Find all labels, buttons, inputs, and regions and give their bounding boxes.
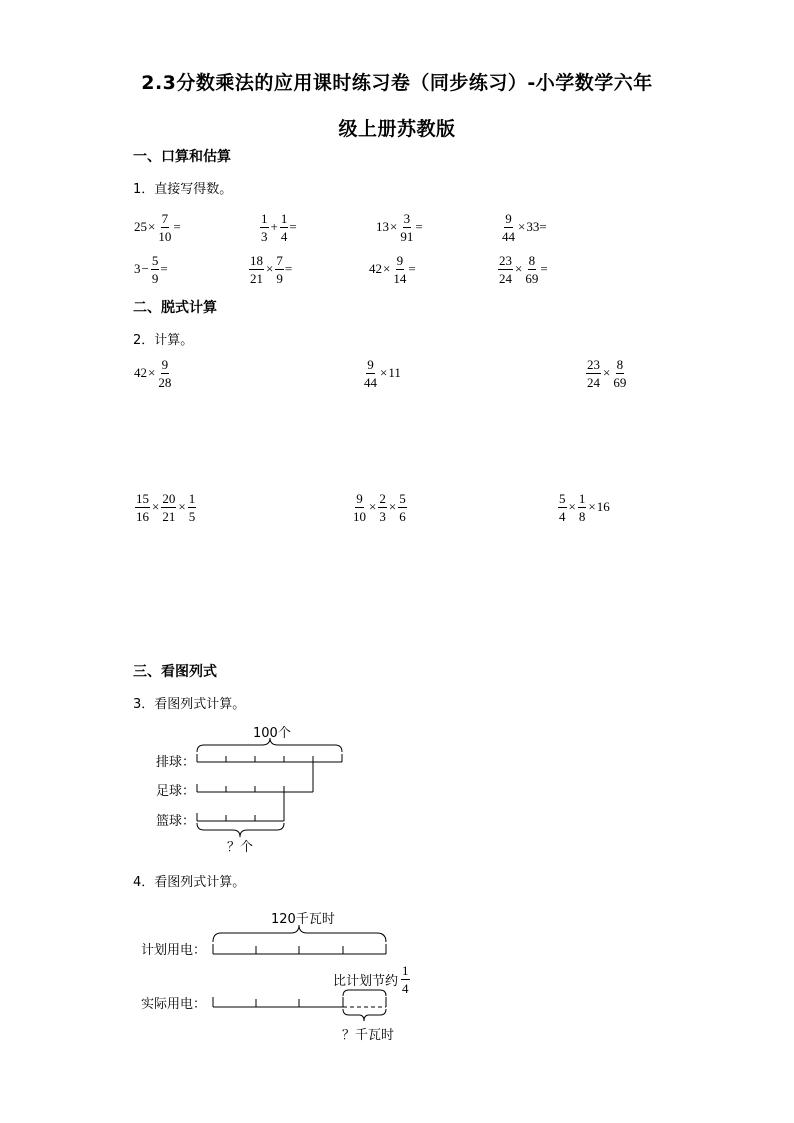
integer: 3 [134,261,141,276]
operator: × [568,499,576,514]
denominator: 5 [188,508,196,524]
numerator: 1 [578,490,586,506]
denominator: 4 [559,508,566,524]
operator: × [383,261,391,276]
denominator: 69 [525,270,539,286]
equals: = [173,219,181,234]
operator: × [603,365,611,380]
numerator: 9 [356,490,363,506]
denominator: 24 [587,374,600,390]
numerator: 5 [151,252,159,268]
denominator: 28 [158,374,172,390]
operator: × [388,499,397,514]
numerator: 5 [399,490,406,506]
denominator: 24 [499,270,512,286]
equals: = [415,219,423,234]
operator: × [266,261,274,276]
numerator: 9 [161,356,169,372]
operator: × [515,261,523,276]
numerator: 1 [188,490,196,506]
integer: 42 [369,261,382,276]
diagram4-unknown-label: ？千瓦时 [342,1028,395,1043]
denominator: 9 [151,270,159,286]
equals: = [160,261,168,276]
denominator: 8 [578,508,586,524]
total-brace [213,925,386,942]
savings-brace [343,990,386,996]
section-heading-1: 一、口算和估算 [133,149,231,165]
numerator: 7 [161,210,169,226]
numerator: 8 [616,356,624,372]
operator: × [148,219,156,234]
equals: = [289,219,297,234]
unknown-brace [343,1009,386,1021]
denominator: 4 [402,981,409,996]
integer: 16 [596,499,610,514]
operator: × [380,365,388,380]
diagram4-row-actual: 实际用电： [141,997,207,1012]
diagram3-row-football: 足球： [156,784,196,799]
numerator: 23 [499,252,512,268]
denominator: 16 [136,508,149,524]
integer: 42 [134,365,147,380]
denominator: 3 [261,228,268,244]
numerator: 7 [276,252,283,268]
denominator: 10 [158,228,172,244]
integer: 33 [526,219,540,234]
question-3: 3．看图列式计算。 [133,697,246,712]
operator: × [518,219,526,234]
diagram3-unknown-label: ？个 [227,840,254,855]
operator: + [270,219,278,234]
numerator: 15 [136,490,149,506]
equals: = [408,261,416,276]
integer: 25 [134,219,147,234]
operator: × [152,499,160,514]
numerator: 1 [402,963,409,978]
denominator: 6 [399,508,406,524]
numerator: 9 [367,356,374,372]
denominator: 44 [502,228,515,244]
section-heading-2: 二、脱式计算 [133,300,217,316]
denominator: 69 [613,374,627,390]
numerator: 2 [379,490,386,506]
denominator: 21 [250,270,263,286]
numerator: 23 [587,356,600,372]
operator: × [390,219,398,234]
denominator: 21 [162,508,176,524]
title-line-1: 2.3分数乘法的应用课时练习卷（同步练习）-小学数学六年 [141,72,653,94]
numerator: 9 [396,252,404,268]
question-4: 4．看图列式计算。 [133,875,246,890]
question-2: 2．计算。 [133,333,194,348]
integer: 11 [388,365,401,380]
numerator: 3 [403,210,411,226]
denominator: 91 [400,228,414,244]
numerator: 5 [559,490,566,506]
question-1: 1．直接写得数。 [133,182,233,197]
equals: = [284,261,293,276]
diagram3-total-label: 100个 [253,726,291,741]
numerator: 9 [505,210,512,226]
denominator: 3 [379,508,386,524]
equals: = [539,219,547,234]
denominator: 4 [280,228,288,244]
numerator: 20 [162,490,176,506]
integer: 13 [376,219,389,234]
title-line-2: 级上册苏教版 [338,118,456,140]
denominator: 44 [364,374,377,390]
numerator: 18 [250,252,263,268]
numerator: 1 [261,210,268,226]
operator: − [141,261,149,276]
operator: × [369,499,377,514]
section-heading-3: 三、看图列式 [133,664,217,680]
diagram4-row-planned: 计划用电： [141,943,207,958]
denominator: 9 [276,270,283,286]
operator: × [588,499,596,514]
diagram3-row-basketball: 篮球： [156,814,196,829]
diagram4-total-label: 120千瓦时 [271,912,335,927]
operator: × [178,499,186,514]
savings-note-text: 比计划节约 [333,974,399,989]
equals: = [540,261,548,276]
denominator: 14 [393,270,407,286]
denominator: 10 [353,508,366,524]
numerator: 1 [280,210,288,226]
numerator: 8 [528,252,536,268]
operator: × [148,365,156,380]
diagram3-row-volleyball: 排球： [156,755,196,770]
